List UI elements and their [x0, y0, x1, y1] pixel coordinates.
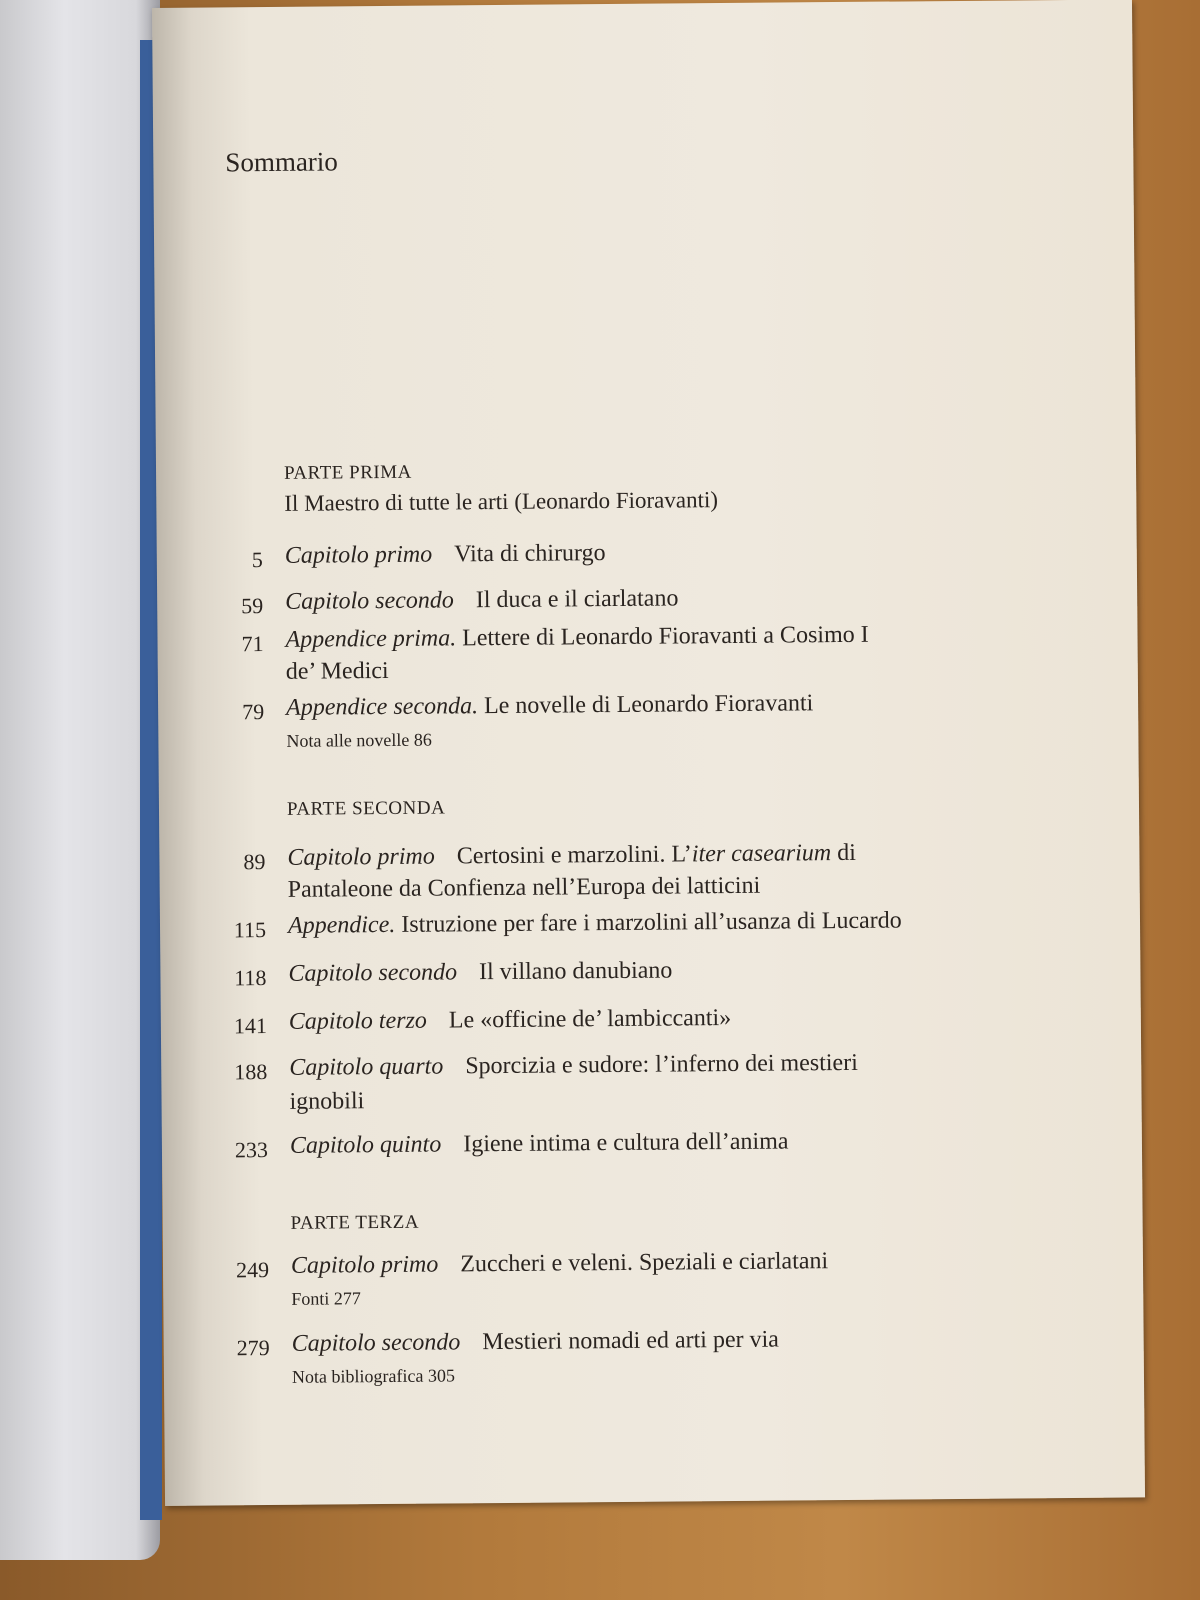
page-number: 79	[242, 699, 265, 725]
toc-entry: Capitolo quarto Sporcizia e sudore: l’inferno dei mestieri	[289, 1049, 858, 1081]
book-page	[152, 0, 1145, 1506]
toc-note: Fonti 277	[291, 1288, 361, 1309]
toc-entry: Capitolo secondo Mestieri nomadi ed arti per via	[291, 1326, 779, 1357]
page-number: 141	[233, 1013, 267, 1039]
part-subtitle: Il Maestro di tutte le arti (Leonardo Fioravanti)	[284, 487, 719, 516]
part-label: PARTE SECONDA	[286, 797, 446, 820]
toc-entry: Capitolo primo Vita di chirurgo	[284, 540, 606, 569]
page-number: 279	[236, 1335, 270, 1361]
toc-entry-continuation: Pantaleone da Confienza nell’Europa dei latticini	[287, 872, 761, 903]
toc-entry: Appendice prima. Lettere di Leonardo Fioravanti a Cosimo I	[285, 621, 869, 653]
toc-entry: Appendice. Istruzione per fare i marzolini all’usanza di Lucardo	[287, 907, 902, 939]
toc-entry-continuation: de’ Medici	[285, 657, 389, 685]
page-number: 59	[241, 593, 264, 619]
part-label: PARTE PRIMA	[283, 461, 412, 484]
page-title: Sommario	[225, 146, 338, 178]
left-page	[0, 0, 160, 1560]
page-number: 118	[234, 965, 267, 991]
toc-note: Nota bibliografica 305	[291, 1365, 455, 1387]
page-number: 115	[233, 917, 267, 943]
page-number: 71	[241, 631, 264, 657]
part-label: PARTE TERZA	[290, 1211, 420, 1234]
toc-entry: Capitolo secondo Il duca e il ciarlatano	[285, 585, 679, 615]
page-number: 233	[234, 1137, 269, 1163]
page-number: 249	[235, 1257, 270, 1283]
page-number: 5	[251, 547, 263, 573]
toc-entry: Capitolo secondo Il villano danubiano	[288, 957, 673, 987]
page-number: 89	[243, 849, 266, 875]
toc-entry: Capitolo terzo Le «officine de’ lambiccanti»	[288, 1004, 732, 1035]
toc-entry-continuation: ignobili	[289, 1088, 365, 1115]
toc-entry: Appendice seconda. Le novelle di Leonardo Fioravanti	[285, 690, 814, 721]
toc-note: Nota alle novelle 86	[286, 729, 432, 751]
toc-entry: Capitolo quinto Igiene intima e cultura dell’anima	[289, 1128, 789, 1159]
toc-entry: Capitolo primo Zuccheri e veleni. Speziali e ciarlatani	[290, 1248, 829, 1279]
toc-entry: Capitolo primo Certosini e marzolini. L’iter casearium di	[287, 839, 856, 871]
page-number: 188	[234, 1059, 268, 1085]
